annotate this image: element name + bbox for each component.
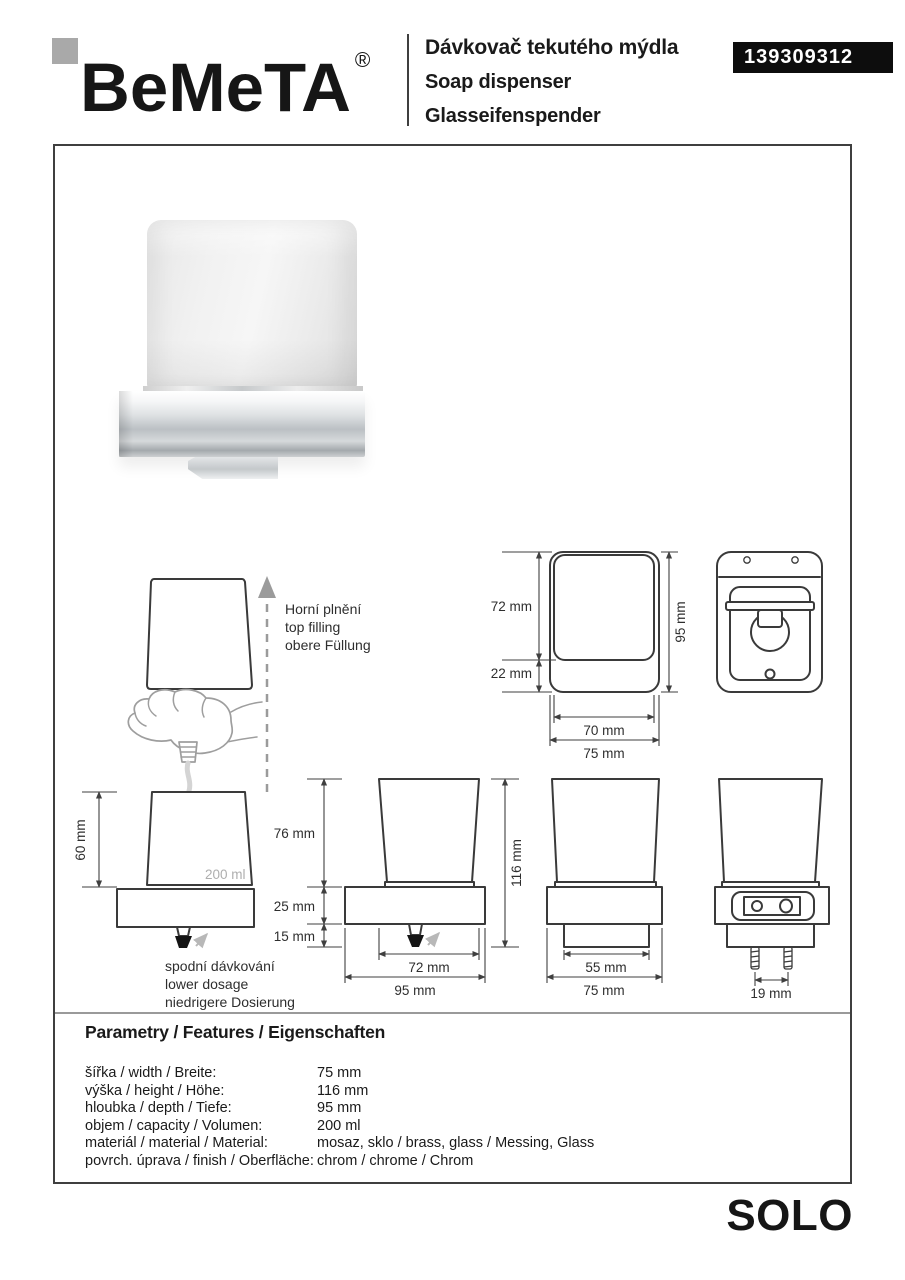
dim-label-70mm-topview: 70 mm xyxy=(583,723,625,738)
param-label: materiál / material / Material: xyxy=(85,1135,268,1152)
top-view-drawing xyxy=(491,552,688,761)
arrow-up-icon xyxy=(258,576,276,598)
parameters-section xyxy=(85,1022,825,1171)
dim-label-116mm: 116 mm xyxy=(509,839,524,887)
dim-label-22mm-topview: 22 mm xyxy=(490,666,532,681)
top-fill-caption-de: obere Füllung xyxy=(285,637,371,653)
param-value: 200 ml xyxy=(317,1117,361,1134)
param-label: povrch. úprava / finish / Oberfläche: xyxy=(85,1152,314,1169)
param-value: 95 mm xyxy=(317,1100,362,1117)
top-fill-caption-en: top filling xyxy=(285,619,341,635)
hand-pour-icon xyxy=(128,690,262,791)
dim-label-95mm-side: 95 mm xyxy=(394,983,436,998)
back-view-drawing xyxy=(717,552,822,692)
top-filling-illustration xyxy=(128,576,370,792)
param-value: mosaz, sklo / brass, glass / Messing, Glass xyxy=(317,1135,595,1152)
dosage-arrow-icon xyxy=(196,934,207,946)
dim-label-75mm-topview: 75 mm xyxy=(583,746,625,761)
param-value: 116 mm xyxy=(317,1082,369,1099)
content-frame xyxy=(53,144,852,1184)
nozzle-tip-side xyxy=(407,935,424,947)
mounting-screw-right xyxy=(784,947,792,969)
mounting-screw-left xyxy=(751,947,759,969)
dim-label-25mm: 25 mm xyxy=(273,899,315,914)
parameters-heading: Parametry / Features / Eigenschaften xyxy=(85,1022,386,1042)
param-row-material xyxy=(85,1135,825,1153)
param-row-depth xyxy=(85,1100,825,1118)
dim-label-72mm-topview: 72 mm xyxy=(490,599,532,614)
product-titles xyxy=(425,31,678,133)
rear-view-drawing xyxy=(715,779,829,1001)
registered-trademark-icon: ® xyxy=(354,49,371,72)
front-view-drawing xyxy=(547,779,662,998)
param-label: hloubka / depth / Tiefe: xyxy=(85,1100,232,1117)
param-label: výška / height / Höhe: xyxy=(85,1082,225,1099)
dosage-view-drawing xyxy=(73,792,295,1010)
dim-label-76mm: 76 mm xyxy=(273,826,315,841)
param-row-capacity xyxy=(85,1118,825,1136)
capacity-label: 200 ml xyxy=(205,867,246,882)
brand-logo-square xyxy=(52,38,78,64)
product-title-czech: Dávkovač tekutého mýdla xyxy=(425,36,679,59)
dim-label-60mm: 60 mm xyxy=(73,819,88,861)
dim-label-95mm-topview: 95 mm xyxy=(673,601,688,643)
nozzle-tip xyxy=(175,936,192,948)
dim-label-55mm: 55 mm xyxy=(585,960,627,975)
product-title-german: Glasseifenspender xyxy=(425,105,601,127)
lower-dose-caption-en: lower dosage xyxy=(165,976,249,992)
lower-dose-caption-de: niedrigere Dosierung xyxy=(165,994,295,1010)
product-code-badge: 139309312 xyxy=(733,42,893,73)
brand-text: BeMeTA xyxy=(80,49,351,126)
brand-logo xyxy=(80,24,370,125)
header-divider xyxy=(407,34,409,126)
param-value: 75 mm xyxy=(317,1065,362,1081)
dim-label-72mm-side: 72 mm xyxy=(408,960,450,975)
series-name: SOLO xyxy=(726,1191,853,1240)
param-row-finish xyxy=(85,1153,825,1171)
param-row-width xyxy=(85,1065,825,1083)
dim-label-15mm: 15 mm xyxy=(273,929,315,944)
dim-label-19mm: 19 mm xyxy=(750,986,792,1001)
lower-dose-caption-cz: spodní dávkování xyxy=(165,958,275,974)
height-dimension-stack xyxy=(274,779,342,947)
param-label: šířka / width / Breite: xyxy=(85,1065,217,1081)
param-label: objem / capacity / Volumen: xyxy=(85,1117,263,1134)
soap-stream xyxy=(187,763,190,791)
side-view-drawing xyxy=(345,779,524,998)
param-value: chrom / chrome / Chrom xyxy=(317,1152,474,1169)
dim-label-75mm-front: 75 mm xyxy=(583,983,625,998)
top-fill-caption-cz: Horní plnění xyxy=(285,601,362,617)
dosage-arrow-icon-side xyxy=(428,933,439,945)
param-row-height xyxy=(85,1083,825,1101)
product-title-english: Soap dispenser xyxy=(425,71,572,93)
